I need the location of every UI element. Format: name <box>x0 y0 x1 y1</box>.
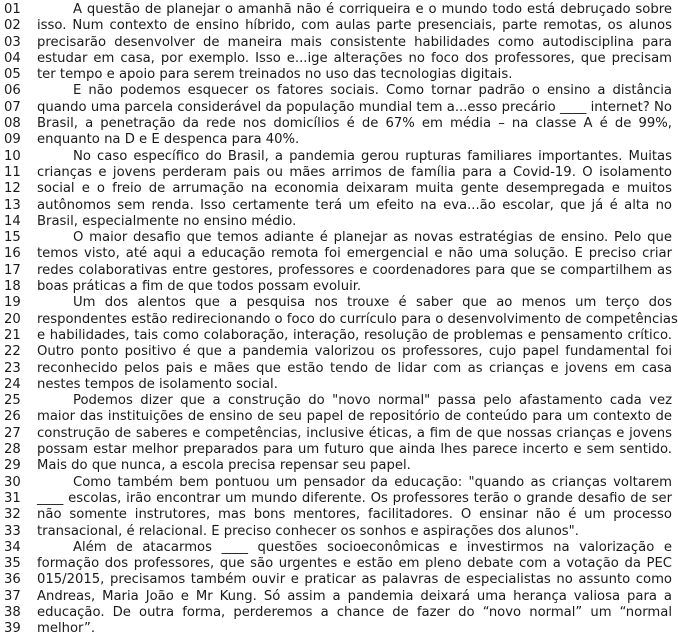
text-line <box>0 100 678 116</box>
line-text: formação dos professores, que são urgentes e estão em pleno debate com a votação da PEC <box>37 556 672 572</box>
line-number: 12 <box>4 181 21 197</box>
text-line <box>0 491 678 507</box>
line-text: O maior desafio que temos adiante é planejar as novas estratégias de ensino. Pelo que <box>73 230 672 246</box>
text-line <box>0 409 678 425</box>
line-number: 23 <box>4 360 21 376</box>
text-line <box>0 67 678 83</box>
line-number: 22 <box>4 344 21 360</box>
text-line <box>0 507 678 523</box>
text-line <box>0 263 678 279</box>
text-line <box>0 165 678 181</box>
line-number: 03 <box>4 34 21 50</box>
line-text: quando uma parcela considerável da população mundial tem a...esso precário ____ internet? No <box>37 99 672 115</box>
line-number: 20 <box>4 311 21 327</box>
line-number: 30 <box>4 474 21 490</box>
line-text: possam estar melhor preparados para um futuro que ainda lhes parece incerto e sem sentido. <box>37 442 672 458</box>
text-line <box>0 344 678 360</box>
line-text: precisarão desenvolver de maneira mais consistente habilidades como autodisciplina para <box>37 34 672 50</box>
text-line <box>0 556 678 572</box>
line-number: 19 <box>4 295 21 311</box>
line-text: social e o freio de arrumação na economia deixaram muita gente desempregada e muitos <box>37 181 672 197</box>
line-number: 35 <box>4 556 21 572</box>
line-text: Como também bem pontuou um pensador da educação: "quando as crianças voltarem <box>73 474 672 490</box>
line-number: 01 <box>4 2 21 17</box>
line-number: 25 <box>4 393 21 409</box>
line-number: 28 <box>4 442 21 458</box>
line-number: 07 <box>4 99 21 115</box>
line-text: transacional, é relacional. É preciso conhecer os sonhos e aspirações dos alunos". <box>37 523 579 539</box>
text-line <box>0 149 678 165</box>
text-line <box>0 83 678 99</box>
text-line <box>0 198 678 214</box>
text-line <box>0 458 678 474</box>
line-text: educação. De outra forma, perderemos a chance de fazer do “novo normal” um “normal <box>37 604 672 620</box>
line-number: 33 <box>4 523 21 539</box>
text-line <box>0 328 678 344</box>
text-line <box>0 377 678 393</box>
text-line <box>0 230 678 246</box>
line-number: 38 <box>4 604 21 620</box>
line-text: A questão de planejar o amanhã não é corriqueira e o mundo todo está debruçado sobre <box>73 2 672 17</box>
text-line <box>0 181 678 197</box>
line-text: Um dos alentos que a pesquisa nos trouxe é saber que ao menos um terço dos <box>73 295 672 311</box>
line-number: 26 <box>4 409 21 425</box>
line-text: enquanto na D e E despenca para 40%. <box>37 132 300 148</box>
line-text: No caso específico do Brasil, a pandemia gerou rupturas familiares importantes. Muitas <box>73 148 672 164</box>
line-text: maior das instituições de ensino de seu papel de repositório de conteúdo para um contexto de <box>37 409 672 425</box>
text-line <box>0 589 678 605</box>
line-text: isso. Num contexto de ensino híbrido, com aulas parte presenciais, parte remotas, os alunos <box>37 18 672 34</box>
text-line <box>0 35 678 51</box>
text-line <box>0 279 678 295</box>
line-text: Além de atacarmos ____ questões socioeconômicas e investirmos na valorização e <box>73 539 672 555</box>
text-line <box>0 540 678 556</box>
text-line <box>0 2 678 18</box>
text-line <box>0 361 678 377</box>
line-number: 34 <box>4 539 21 555</box>
line-text: não somente instrutores, mas bons mentores, facilitadores. O ensinar não é um processo <box>37 507 672 523</box>
line-number: 17 <box>4 262 21 278</box>
line-text: Brasil, a penetração da rede nos domicílios é de 67% em média – na classe A é de 99%, <box>37 116 672 132</box>
line-text: crianças e jovens perderam pais ou mães arrimos de família para a Covid-19. O isolamento <box>37 164 672 180</box>
line-text: 015/2015, precisamos também ouvir e praticar as palavras de especialistas no assunto como <box>37 572 672 588</box>
line-text: construção de saberes e competências, inclusive éticas, a fim de que nossas crianças e jovens <box>37 425 672 441</box>
text-line <box>0 621 678 637</box>
line-text: redes colaborativas entre gestores, professores e coordenadores para que se compartilhem as <box>37 262 672 278</box>
text-line <box>0 214 678 230</box>
line-text: respondentes estão redirecionando o foco do currículo para o desenvolvimento de competências <box>37 311 678 327</box>
line-number: 39 <box>4 621 21 637</box>
line-text: ter tempo e apoio para serem treinados no uso das tecnologias digitais. <box>37 67 513 83</box>
line-number: 02 <box>4 18 21 34</box>
line-text: reconhecido pelos pais e mães que estão tendo de lidar com as crianças e jovens em casa <box>37 360 672 376</box>
line-text: boas práticas a fim de que todos possam evoluir. <box>37 279 362 295</box>
text-line <box>0 572 678 588</box>
text-line <box>0 442 678 458</box>
line-text: Mais do que nunca, a escola precisa repensar seu papel. <box>37 458 411 474</box>
line-text: ____ escolas, irão encontrar um mundo diferente. Os professores terão o grande desafio de ser <box>37 490 672 506</box>
line-number: 14 <box>4 213 21 229</box>
line-number: 04 <box>4 50 21 66</box>
line-text: E não podemos esquecer os fatores sociais. Como tornar padrão o ensino a distância <box>73 83 672 99</box>
text-line <box>0 51 678 67</box>
line-number: 08 <box>4 116 21 132</box>
text-line <box>0 312 678 328</box>
line-text: temos visto, até aqui a educação remota foi emergencial e não uma solução. É preciso criar <box>37 246 672 262</box>
line-number: 06 <box>4 83 21 99</box>
text-line <box>0 246 678 262</box>
text-line <box>0 393 678 409</box>
line-text: e habilidades, tais como colaboração, interação, resolução de problemas e pensamento crítico. <box>37 327 672 343</box>
text-line <box>0 18 678 34</box>
line-number: 31 <box>4 490 21 506</box>
text-line <box>0 132 678 148</box>
line-number: 16 <box>4 246 21 262</box>
text-line <box>0 524 678 540</box>
line-number: 11 <box>4 164 21 180</box>
text-line <box>0 605 678 621</box>
line-text: Podemos dizer que a construção do "novo normal" passa pelo afastamento cada vez <box>73 393 672 409</box>
line-number: 32 <box>4 507 21 523</box>
line-text: nestes tempos de isolamento social. <box>37 376 278 392</box>
line-text: Andreas, Maria João e Mr Kung. Só assim a pandemia deixará uma herança valiosa para a <box>37 588 672 604</box>
text-line <box>0 426 678 442</box>
line-number: 36 <box>4 572 21 588</box>
line-text: Outro ponto positivo é que a pandemia valorizou os professores, cujo papel fundamental foi <box>37 344 672 360</box>
line-number: 29 <box>4 458 21 474</box>
line-text: estudar em casa, por exemplo. Isso e...ige alterações no foco dos professores, que precisam <box>37 50 672 66</box>
line-number: 18 <box>4 279 21 295</box>
line-number: 05 <box>4 67 21 83</box>
line-text: melhor”. <box>37 621 96 637</box>
line-number: 37 <box>4 588 21 604</box>
text-line <box>0 295 678 311</box>
line-number: 10 <box>4 148 21 164</box>
line-number: 13 <box>4 197 21 213</box>
text-line <box>0 116 678 132</box>
text-line <box>0 475 678 491</box>
line-number: 09 <box>4 132 21 148</box>
line-number: 27 <box>4 425 21 441</box>
line-text: autônomos sem renda. Isso certamente terá um efeito na eva...ão escolar, que já é alta no <box>37 197 672 213</box>
line-number: 21 <box>4 327 21 343</box>
line-number: 15 <box>4 230 21 246</box>
line-text: Brasil, especialmente no ensino médio. <box>37 213 297 229</box>
line-number: 24 <box>4 376 21 392</box>
